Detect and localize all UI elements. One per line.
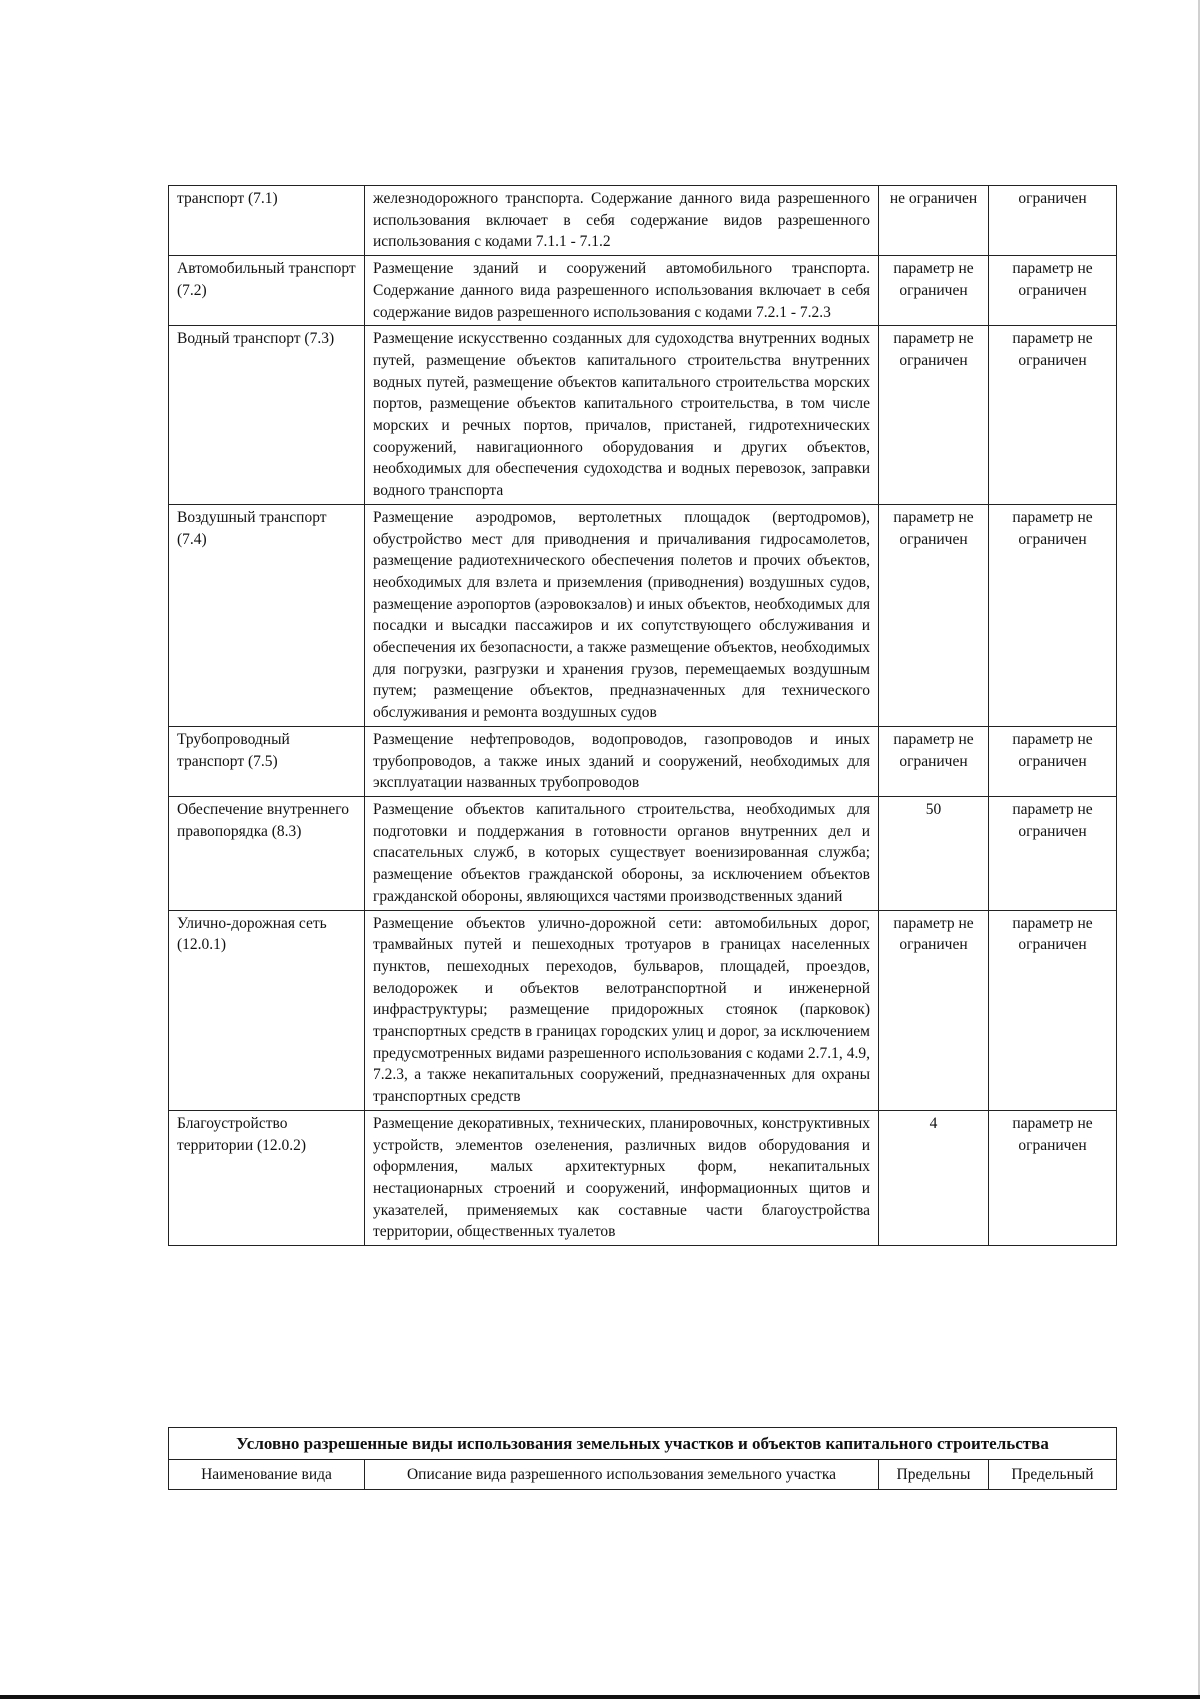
table-row <box>169 256 1117 326</box>
table-row <box>169 726 1117 796</box>
scan-bottom-border <box>0 1695 1200 1699</box>
use-type-description: Размещение объектов улично-дорожной сети: автомобильных дорог, трамвайных путей и пешеходных тротуаров в границах населенных пунктов, пешеходных переходов, бульваров, площадей, проездов, велодорожек и объектов велотранспортной и инженерной инфраструктуры; размещение придорожных стоянок (парковок) транспортных средств в границах городских улиц и дорог, за исключением предусмотренных видами разрешенного использования с кодами 2.7.1, 4.9, 7.2.3, а также некапитальных сооружений, предназначенных для охраны транспортных средств <box>365 910 879 1110</box>
section-title: Условно разрешенные виды использования земельных участков и объектов капитального строительства <box>169 1428 1117 1460</box>
use-type-description: Размещение искусственно созданных для судоходства внутренних водных путей, размещение объектов капитального строительства внутренних водных путей, размещение объектов капитального строительства морских портов, размещение объектов капитального строительства, в том числе морских и речных портов, причалов, пристаней, гидротехнических сооружений, навигационного оборудования и других объектов, необходимых для обеспечения судоходства и водных перевозок, заправки водного транспорта <box>365 326 879 505</box>
table-row <box>169 796 1117 910</box>
use-type-description: железнодорожного транспорта. Содержание данного вида разрешенного использования включает в себя содержание видов разрешенного использования с кодами 7.1.1 - 7.1.2 <box>365 186 879 256</box>
use-type-name: Улично-дорожная сеть (12.0.1) <box>169 910 365 1110</box>
limit-param-a: 50 <box>879 796 989 910</box>
limit-param-a: параметр не ограничен <box>879 910 989 1110</box>
table-row <box>169 504 1117 726</box>
limit-param-a: не ограничен <box>879 186 989 256</box>
use-type-description: Размещение аэродромов, вертолетных площадок (вертодромов), обустройство мест для приводнения и причаливания гидросамолетов, размещение радиотехнического обеспечения полетов и прочих объектов, необходимых для взлета и приземления (приводнения) воздушных судов, размещение аэропортов (аэровокзалов) и иных объектов, необходимых для посадки и высадки пассажиров и их сопутствующего обслуживания и обеспечения их безопасности, а также размещение объектов, необходимых для погрузки, разгрузки и хранения грузов, перемещаемых воздушным путем; размещение объектов, предназначенных для технического обслуживания и ремонта воздушных судов <box>365 504 879 726</box>
permitted-uses-table-body <box>169 186 1117 1246</box>
limit-param-a: параметр не ограничен <box>879 504 989 726</box>
use-type-name: Воздушный транспорт (7.4) <box>169 504 365 726</box>
header-name: Наименование вида <box>169 1460 365 1490</box>
header-description: Описание вида разрешенного использования земельного участка <box>365 1460 879 1490</box>
table-row <box>169 910 1117 1110</box>
conditional-uses-table <box>168 1427 1117 1490</box>
limit-param-b: параметр не ограничен <box>989 256 1117 326</box>
limit-param-b: параметр не ограничен <box>989 326 1117 505</box>
use-type-name: Водный транспорт (7.3) <box>169 326 365 505</box>
table-row <box>169 326 1117 505</box>
use-type-name: Автомобильный транспорт (7.2) <box>169 256 365 326</box>
header-limit-b: Предельный <box>989 1460 1117 1490</box>
limit-param-b: ограничен <box>989 186 1117 256</box>
use-type-name: транспорт (7.1) <box>169 186 365 256</box>
conditional-uses-title-row <box>169 1428 1117 1460</box>
use-type-description: Размещение декоративных, технических, планировочных, конструктивных устройств, элементов озеленения, различных видов оборудования и оформления, малых архитектурных форм, некапитальных нестационарных строений и сооружений, информационных щитов и указателей, применяемых как составные части благоустройства территории, общественных туалетов <box>365 1110 879 1245</box>
limit-param-b: параметр не ограничен <box>989 1110 1117 1245</box>
use-type-description: Размещение зданий и сооружений автомобильного транспорта. Содержание данного вида разрешенного использования включает в себя содержание видов разрешенного использования с кодами 7.2.1 - 7.2.3 <box>365 256 879 326</box>
table-row <box>169 186 1117 256</box>
use-type-name: Благоустройство территории (12.0.2) <box>169 1110 365 1245</box>
conditional-uses-header-row <box>169 1460 1117 1490</box>
limit-param-a: 4 <box>879 1110 989 1245</box>
use-type-description: Размещение объектов капитального строительства, необходимых для подготовки и поддержания в готовности органов внутренних дел и спасательных служб, в которых существует военизированная служба; размещение объектов гражданской обороны, за исключением объектов гражданской обороны, являющихся частями производственных зданий <box>365 796 879 910</box>
limit-param-a: параметр не ограничен <box>879 256 989 326</box>
table-row <box>169 1110 1117 1245</box>
use-type-name: Обеспечение внутреннего правопорядка (8.3) <box>169 796 365 910</box>
header-limit-a: Предельны <box>879 1460 989 1490</box>
limit-param-a: параметр не ограничен <box>879 326 989 505</box>
limit-param-b: параметр не ограничен <box>989 796 1117 910</box>
limit-param-b: параметр не ограничен <box>989 504 1117 726</box>
limit-param-b: параметр не ограничен <box>989 910 1117 1110</box>
limit-param-a: параметр не ограничен <box>879 726 989 796</box>
limit-param-b: параметр не ограничен <box>989 726 1117 796</box>
permitted-uses-table <box>168 185 1117 1246</box>
use-type-description: Размещение нефтепроводов, водопроводов, газопроводов и иных трубопроводов, а также иных зданий и сооружений, необходимых для эксплуатации названных трубопроводов <box>365 726 879 796</box>
use-type-name: Трубопроводный транспорт (7.5) <box>169 726 365 796</box>
